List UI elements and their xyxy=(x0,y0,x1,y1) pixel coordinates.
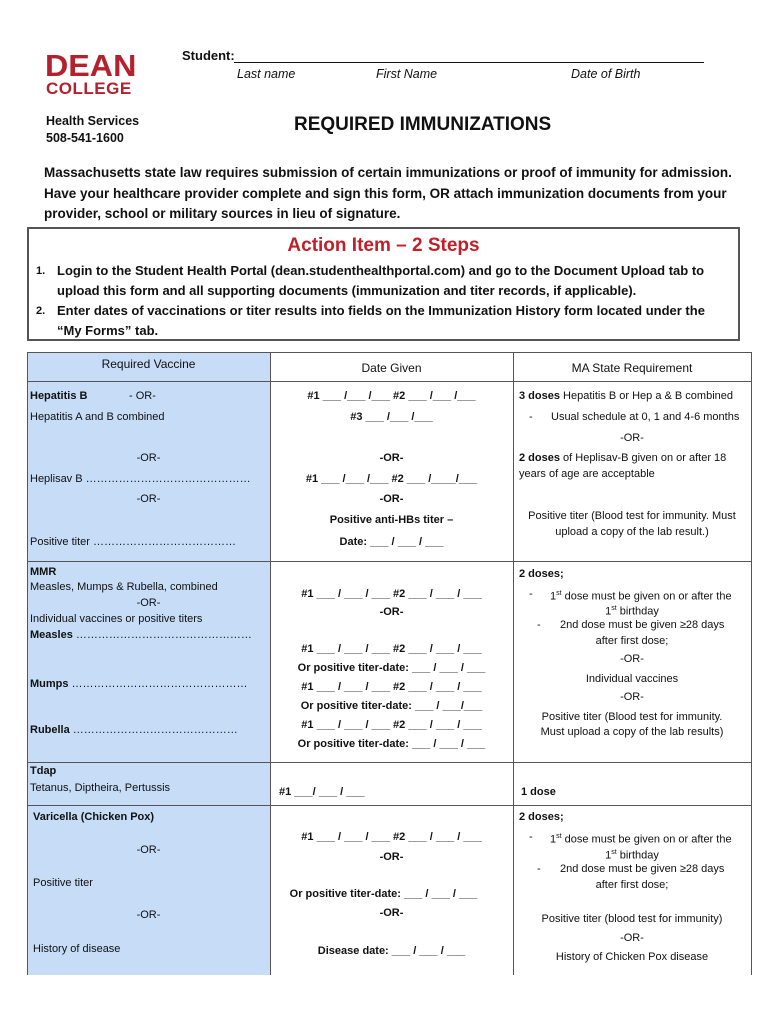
or-text: -OR- xyxy=(620,653,644,665)
mmr-req-line: Positive titer (Blood test for immunity. xyxy=(541,711,723,723)
leader-dots: ………………………………………… xyxy=(72,629,252,641)
office-phone: 508-541-1600 xyxy=(46,131,124,145)
mmr-date-field[interactable]: #1 ___ / ___ / ___ #2 ___ / ___ / ___ xyxy=(301,588,482,600)
dash: - xyxy=(529,588,533,600)
table-border xyxy=(27,561,752,562)
or-text: -OR- xyxy=(379,606,404,618)
first-name-caption: First Name xyxy=(376,67,438,81)
or-text: -OR- xyxy=(136,844,161,856)
or-text: -OR- xyxy=(620,432,644,444)
or-text: -OR- xyxy=(136,597,161,609)
page-title: REQUIRED IMMUNIZATIONS xyxy=(294,114,552,135)
action-title: Action Item – 2 Steps xyxy=(287,235,480,256)
header-requirement: MA State Requirement xyxy=(571,361,693,375)
var-req-line: Positive titer (blood test for immunity) xyxy=(541,913,723,925)
varicella-date-field[interactable]: #1 ___ / ___ / ___ #2 ___ / ___ / ___ xyxy=(301,831,482,843)
table-border xyxy=(27,762,752,763)
disease-date-field[interactable]: Disease date: ___ / ___ / ___ xyxy=(317,945,466,957)
varicella-titer-label: Positive titer xyxy=(33,877,93,889)
leader-dots: ……………………………………… xyxy=(69,724,238,736)
table-border xyxy=(751,352,752,975)
varicella-label: Varicella (Chicken Pox) xyxy=(33,811,155,823)
mumps-date-field[interactable]: #1 ___ / ___ / ___ #2 ___ / ___ / ___ xyxy=(301,681,482,693)
or-text: - OR- xyxy=(129,390,156,402)
hep-req-line xyxy=(519,389,733,403)
ordinal-sup: st xyxy=(556,833,562,840)
var-req-text: dose must be given on or after the xyxy=(561,833,732,846)
office-name: Health Services xyxy=(46,114,140,128)
mumps-label xyxy=(30,677,248,691)
intro-line: Have your healthcare provider complete and sign this form, OR attach immunization documents from your xyxy=(44,185,727,201)
hep-req-line: Positive titer (Blood test for immunity. Must xyxy=(528,510,736,522)
hep-ab-label: Hepatitis A and B combined xyxy=(30,411,165,423)
hep-date-field[interactable]: #3 ___ /___ /___ xyxy=(350,411,433,423)
rubella-label xyxy=(30,723,238,737)
header-date: Date Given xyxy=(361,361,422,375)
anti-hbs-label: Positive anti-HBs titer – xyxy=(329,514,454,526)
mmr-req-line: 2 doses; xyxy=(519,568,564,580)
ordinal-num: 1 xyxy=(605,849,612,862)
var-req-line xyxy=(550,830,732,847)
table-border xyxy=(27,352,752,353)
var-req-text: birthday xyxy=(616,849,659,862)
or-text: -OR- xyxy=(620,932,644,944)
var-req-line: 2nd dose must be given ≥28 days xyxy=(560,863,725,875)
hep-b-label: Hepatitis B xyxy=(30,390,88,402)
mmr-label: MMR xyxy=(30,566,57,578)
mmr-req-line: Must upload a copy of the lab results) xyxy=(540,726,724,738)
ordinal-num: 1 xyxy=(550,590,557,603)
mmr-individual-label: Individual vaccines or positive titers xyxy=(30,613,203,625)
hep-req-bold: 2 doses xyxy=(519,452,560,464)
var-req-line xyxy=(513,846,751,863)
step-1-line: upload this form and all supporting documents (immunization and titer records, if applicable). xyxy=(57,283,637,298)
varicella-titer-field[interactable]: Or positive titer-date: ___ / ___ / ___ xyxy=(289,888,478,900)
or-text: -OR- xyxy=(136,909,161,921)
intro-text xyxy=(44,163,744,225)
dash: - xyxy=(529,831,533,843)
measles-titer-field[interactable]: Or positive titer-date: ___ / ___ / ___ xyxy=(297,662,486,674)
ordinal-sup: st xyxy=(611,605,617,612)
measles-name: Measles xyxy=(30,629,73,641)
mumps-name: Mumps xyxy=(30,678,69,690)
or-text: -OR- xyxy=(620,691,644,703)
hep-req-line: Usual schedule at 0, 1 and 4-6 months xyxy=(551,411,740,423)
office-info xyxy=(46,113,139,147)
var-req-line: after first dose; xyxy=(595,879,669,891)
rubella-titer-field[interactable]: Or positive titer-date: ___ / ___ / ___ xyxy=(297,738,486,750)
heplisav-date-field[interactable]: #1 ___ /___ /___ #2 ___ /____/___ xyxy=(305,473,478,485)
student-label: Student: xyxy=(182,48,235,63)
tdap-date-field[interactable]: #1 ___/ ___ / ___ xyxy=(279,786,365,798)
mmr-combined-label: Measles, Mumps & Rubella, combined xyxy=(30,581,218,593)
mmr-req-text: dose must be given on or after the xyxy=(561,590,732,603)
or-text: -OR- xyxy=(379,851,404,863)
var-req-line: History of Chicken Pox disease xyxy=(555,951,709,963)
step-2 xyxy=(57,301,705,341)
rubella-date-field[interactable]: #1 ___ / ___ / ___ #2 ___ / ___ / ___ xyxy=(301,719,482,731)
student-line[interactable] xyxy=(234,62,704,63)
dash: - xyxy=(537,863,541,875)
or-text: -OR- xyxy=(379,452,404,464)
logo-dean: DEAN xyxy=(45,48,137,83)
mmr-req-line: after first dose; xyxy=(595,635,669,647)
intro-line: provider, school or military sources in lieu of signature. xyxy=(44,206,401,221)
leader-dots: ………………………………………… xyxy=(68,678,248,690)
ordinal-num: 1 xyxy=(605,605,612,618)
logo-college: COLLEGE xyxy=(46,79,132,98)
step-number: 2. xyxy=(36,305,46,317)
hep-req-line xyxy=(519,451,726,465)
measles-label xyxy=(30,628,252,642)
intro-line: Massachusetts state law requires submission of certain immunizations or proof of immunity for admission. xyxy=(44,165,732,180)
or-text: -OR- xyxy=(136,493,161,505)
hep-titer-date-field[interactable]: Date: ___ / ___ / ___ xyxy=(339,536,444,548)
tdap-label: Tdap xyxy=(30,765,57,777)
ordinal-sup: st xyxy=(556,590,562,597)
or-text: -OR- xyxy=(379,493,404,505)
mumps-titer-field[interactable]: Or positive titer-date: ___ / ___/___ xyxy=(300,700,483,712)
hep-req-line: upload a copy of the lab result.) xyxy=(555,526,709,538)
hep-titer-label: Positive titer ………………………………… xyxy=(30,536,236,548)
tdap-sub-label: Tetanus, Diptheira, Pertussis xyxy=(30,782,171,794)
var-req-line: 2 doses; xyxy=(519,811,564,823)
mmr-req-line: Individual vaccines xyxy=(585,673,679,685)
hep-req-bold: 3 doses xyxy=(519,390,560,402)
varicella-history-label: History of disease xyxy=(33,943,121,955)
step-number: 1. xyxy=(36,265,46,277)
step-1-line: Login to the Student Health Portal (dean.studenthealthportal.com) and go to the Document Upload tab to xyxy=(57,263,705,278)
or-text: -OR- xyxy=(379,907,404,919)
heplisav-label: Heplisav B ……………………………………… xyxy=(30,473,251,485)
dash: - xyxy=(537,619,541,631)
ordinal-sup: st xyxy=(611,849,617,856)
header-vaccine: Required Vaccine xyxy=(101,357,196,371)
hep-req-text: of Heplisav-B given on or after 18 xyxy=(559,452,727,464)
mmr-req-text: birthday xyxy=(616,605,659,618)
or-text: -OR- xyxy=(136,452,161,464)
rubella-name: Rubella xyxy=(30,724,70,736)
last-name-caption: Last name xyxy=(237,67,296,81)
mmr-req-line xyxy=(513,602,751,619)
mmr-req-line: 2nd dose must be given ≥28 days xyxy=(560,619,725,631)
tdap-req: 1 dose xyxy=(521,786,556,798)
hep-req-line: years of age are acceptable xyxy=(519,468,655,480)
step-2-line: Enter dates of vaccinations or titer results into fields on the Immunization History form located under the xyxy=(57,303,705,318)
step-1 xyxy=(57,261,704,301)
table-border xyxy=(27,805,752,806)
hep-date-field[interactable]: #1 ___ /___ /___ #2 ___ /___ /___ xyxy=(307,390,476,402)
dob-caption: Date of Birth xyxy=(571,67,641,81)
ordinal-num: 1 xyxy=(550,833,557,846)
step-2-line: “My Forms” tab. xyxy=(57,323,159,338)
hep-req-text: Hepatitis B or Hep a & B combined xyxy=(559,390,733,402)
table-border xyxy=(27,352,28,975)
dash: - xyxy=(529,411,533,423)
measles-date-field[interactable]: #1 ___ / ___ / ___ #2 ___ / ___ / ___ xyxy=(301,643,482,655)
table-border xyxy=(27,381,752,382)
